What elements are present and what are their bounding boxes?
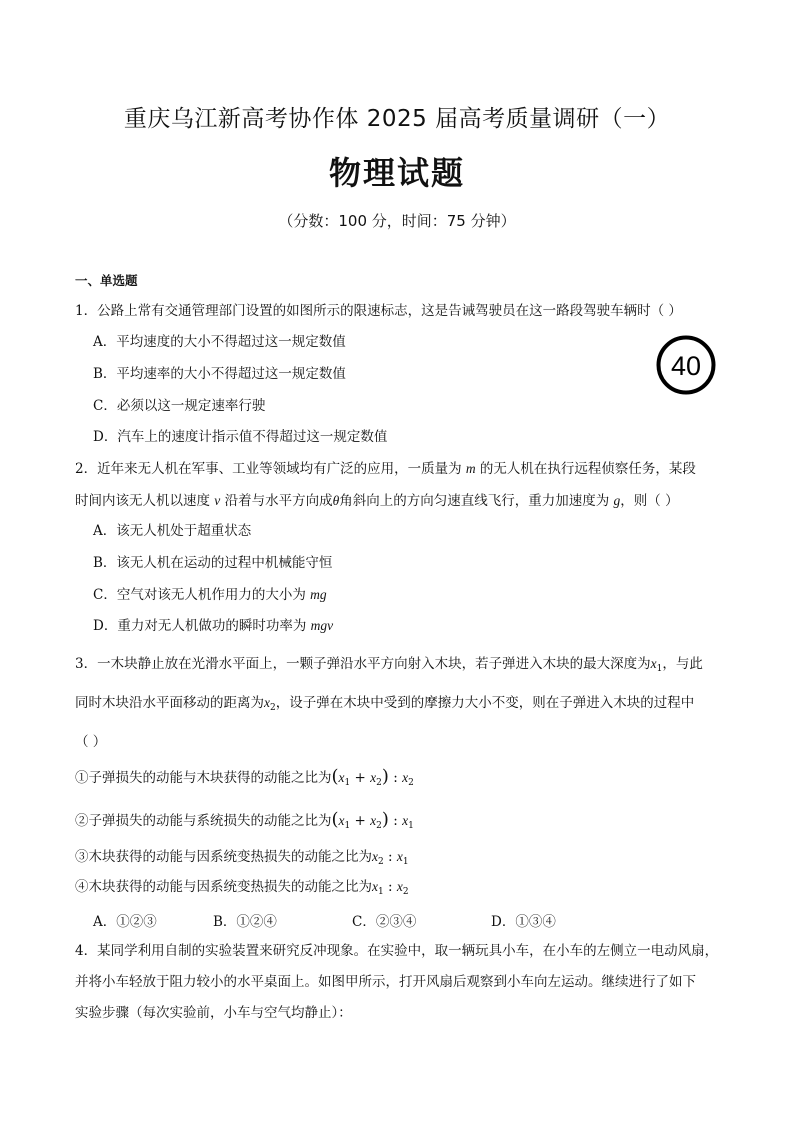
q2-option-b: B．该无人机在运动的过程中机械能守恒	[93, 555, 333, 571]
q4-stem-line1: 4．某同学利用自制的实验装置来研究反冲现象。在实验中，取一辆玩具小车，在小车的左侧立一电动风扇，	[75, 943, 719, 959]
q4-stem-line2: 并将小车轻放于阻力较小的水平桌面上。如图甲所示，打开风扇后观察到小车向左运动。继续进行了如下	[75, 974, 696, 990]
q3-choice-c: C．②③④	[352, 914, 417, 930]
q3-statement-1: ①子弹损失的动能与木块获得的动能之比为$(x_1 + x_2)$ : $x_2$	[75, 766, 414, 788]
q1-option-a: A．平均速度的大小不得超过这一规定数值	[93, 334, 346, 350]
q3-statement-2: ②子弹损失的动能与系统损失的动能之比为$(x_1 + x_2)$ : $x_1$	[75, 809, 414, 831]
q3-choice-b: B．①②④	[213, 914, 277, 930]
var-g: g	[613, 493, 621, 508]
q3-stem-line1: 3．一木块静止放在光滑水平面上，一颗子弹沿水平方向射入木块，若子弹进入木块的最大深度为$x_1$，与此	[75, 656, 703, 674]
q2-option-d: D．重力对无人机做功的瞬时功率为 mgv	[93, 618, 334, 634]
q2-option-c: C．空气对该无人机作用力的大小为 mg	[93, 587, 327, 603]
speed-limit-sign	[656, 335, 716, 395]
q3-statement-4: ④木块获得的动能与因系统变热损失的动能之比为$x_1$ : $x_2$	[75, 879, 409, 897]
q2-stem-line2: 时间内该无人机以速度 v 沿着与水平方向成θ角斜向上的方向匀速直线飞行，重力加速度为 g，则（ ）	[75, 493, 679, 509]
q1-option-b: B．平均速率的大小不得超过这一规定数值	[93, 366, 346, 382]
exam-title: 重庆乌江新高考协作体 2025 届高考质量调研（一）	[123, 106, 671, 132]
subject-title: 物理试题	[328, 154, 465, 192]
var-m: m	[465, 461, 476, 476]
q1-option-c: C．必须以这一规定速率行驶	[93, 398, 266, 414]
q3-statement-3: ③木块获得的动能与因系统变热损失的动能之比为$x_2$ : $x_1$	[75, 849, 409, 867]
section-heading: 一、单选题	[75, 273, 138, 288]
q3-stem-line2: 同时木块沿水平面移动的距离为$x_2$，设子弹在木块中受到的摩擦力大小不变，则在子弹进入木块的过程中	[75, 695, 695, 713]
speed-limit-value: 40	[670, 351, 702, 381]
q3-stem-line3: （ ）	[75, 734, 107, 750]
q1-option-d: D．汽车上的速度计指示值不得超过这一规定数值	[93, 429, 388, 445]
var-v: v	[214, 493, 221, 508]
q2-stem-line1: 2．近年来无人机在军事、工业等领域均有广泛的应用，一质量为 m 的无人机在执行远程侦察任务，某段	[75, 461, 696, 477]
q2-option-a: A．该无人机处于超重状态	[93, 523, 252, 539]
q3-choice-d: D．①③④	[491, 914, 556, 930]
var-theta: θ	[332, 493, 340, 508]
q4-stem-line3: 实验步骤（每次实验前，小车与空气均静止）：	[75, 1005, 352, 1021]
q3-choice-a: A．①②③	[93, 914, 157, 930]
q1-stem: 1．公路上常有交通管理部门设置的如图所示的限速标志，这是告诫驾驶员在这一路段驾驶车辆时（ ）	[75, 303, 682, 319]
exam-meta: （分数：100 分，时间：75 分钟）	[278, 212, 516, 230]
